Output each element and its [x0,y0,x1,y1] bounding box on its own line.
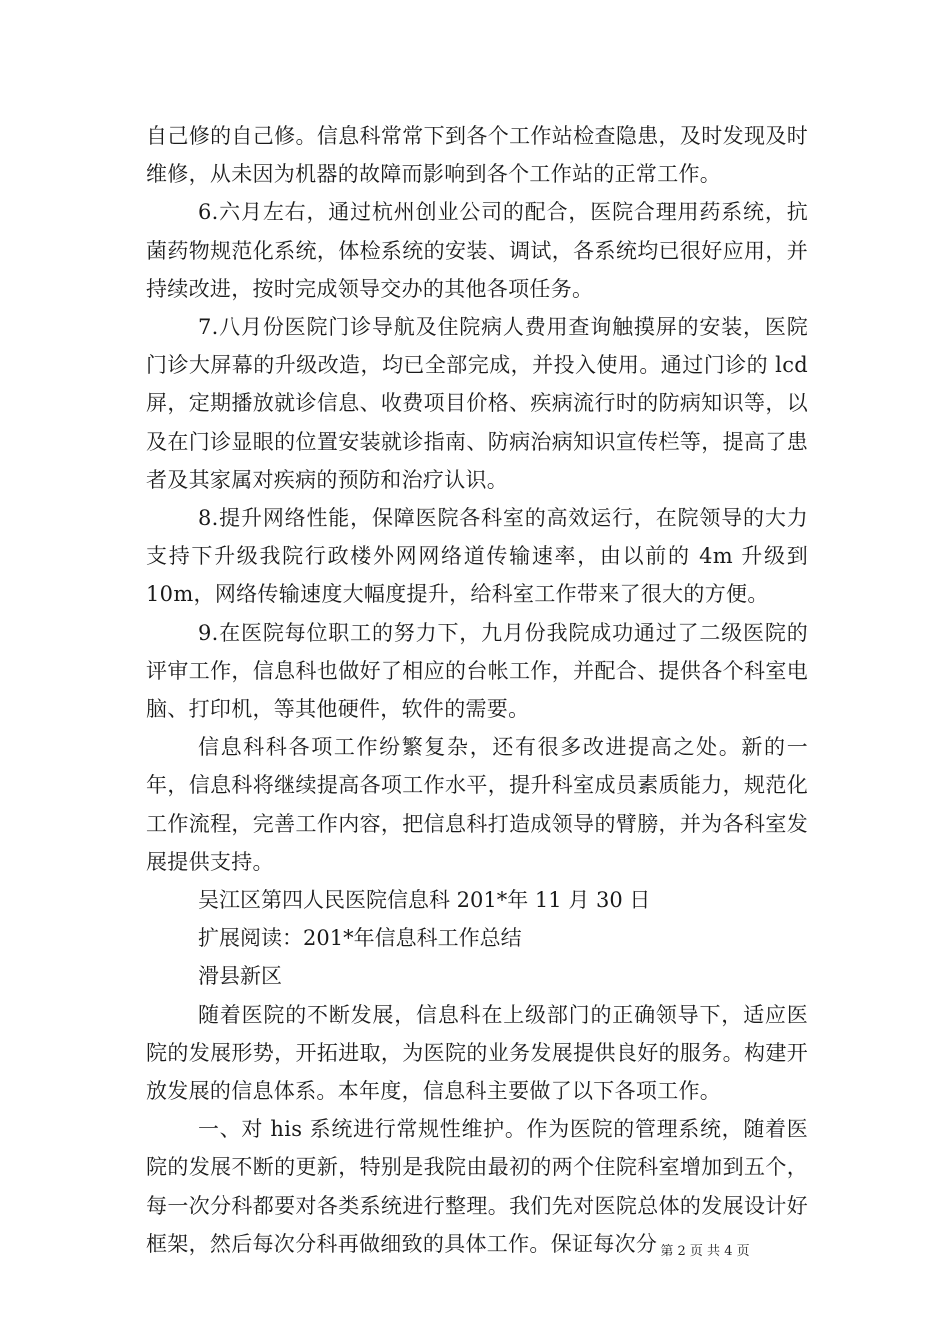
signature-line: 吴江区第四人民医院信息科 201*年 11 月 30 日 [198,888,651,913]
paragraph-item-7: 7.八月份医院门诊导航及住院病人费用查询触摸屏的安装，医院门诊大屏幕的升级改造，均已全部完成，并投入使用。通过门诊的 lcd 屏，定期播放就诊信息、收费项目价格、疾病流行时的防病知识等，以及在门诊显眼的位置安装就诊指南、防病治病知识宣传栏等，提高了患者及其家属对疾病的预防和治疗认识。 [146,315,808,492]
paragraph-continued: 自己修的自己修。信息科常常下到各个工作站检查隐患，及时发现及时维修，从未因为机器的故障而影响到各个工作站的正常工作。 [146,124,808,187]
location-line: 滑县新区 [198,964,282,989]
paragraph-summary: 信息科科各项工作纷繁复杂，还有很多改进提高之处。新的一年，信息科将继续提高各项工作水平，提升科室成员素质能力，规范化工作流程，完善工作内容，把信息科打造成领导的臂膀，并为各科室发展提供支持。 [146,735,808,874]
paragraph-item-9: 9.在医院每位职工的努力下，九月份我院成功通过了二级医院的评审工作，信息科也做好了相应的台帐工作，并配合、提供各个科室电脑、打印机，等其他硬件，软件的需要。 [146,620,808,722]
extended-reading-heading: 扩展阅读：201*年信息科工作总结 [198,926,522,951]
page-footer [0,1240,950,1259]
page-number: 第 2 页 共 4 页 [660,1244,750,1259]
paragraph-intro: 随着医院的不断发展，信息科在上级部门的正确领导下，适应医院的发展形势，开拓进取，为医院的业务发展提供良好的服务。构建开放发展的信息体系。本年度，信息科主要做了以下各项工作。 [146,1002,808,1104]
document-body [146,117,808,1263]
paragraph-section-1: 一、对 his 系统进行常规性维护。作为医院的管理系统，随着医院的发展不断的更新，特别是我院由最初的两个住院科室增加到五个，每一次分科都要对各类系统进行整理。我们先对医院总体的发展设计好框架，然后每次分科再做细致的具体工作。保证每次分 [146,1117,808,1256]
paragraph-item-8: 8.提升网络性能，保障医院各科室的高效运行，在院领导的大力支持下升级我院行政楼外网网络道传输速率，由以前的 4m 升级到 10m，网络传输速度大幅度提升，给科室工作带来了很大的方便。 [146,506,808,607]
paragraph-item-6: 6.六月左右，通过杭州创业公司的配合，医院合理用药系统，抗菌药物规范化系统，体检系统的安装、调试，各系统均已很好应用，并持续改进，按时完成领导交办的其他各项任务。 [146,200,808,301]
